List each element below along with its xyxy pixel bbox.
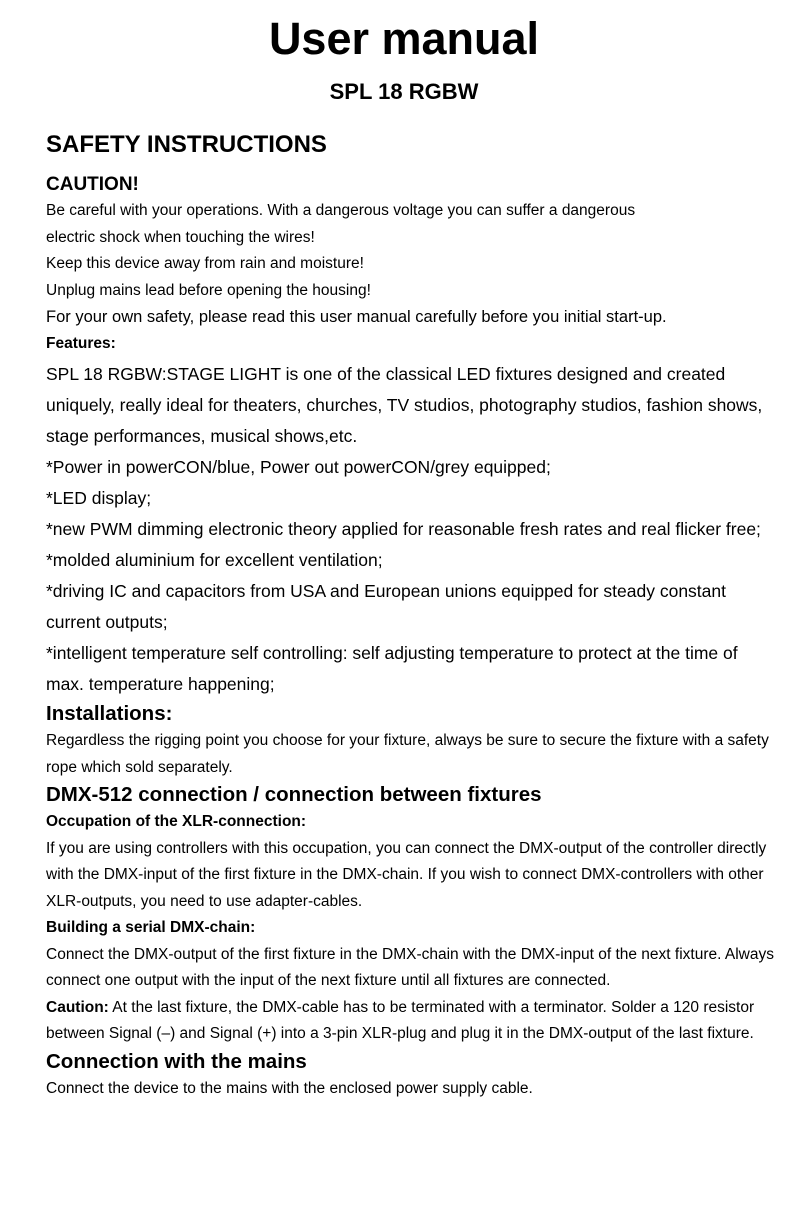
- safety-line: Unplug mains lead before opening the housing!: [46, 281, 371, 299]
- features-heading: Features:: [46, 334, 116, 352]
- manual-content: [46, 128, 776, 1102]
- safety-line: For your own safety, please read this user manual carefully before you initial start-up.: [46, 308, 667, 326]
- installations-heading: Installations:: [46, 702, 173, 725]
- model-subtitle: SPL 18 RGBW: [329, 79, 479, 104]
- dmx-heading: DMX-512 connection / connection between fixtures: [46, 783, 542, 806]
- xlr-heading: Occupation of the XLR-connection:: [46, 813, 307, 830]
- dmx-caution-label: Caution:: [46, 998, 109, 1016]
- feature-item: *driving IC and capacitors from USA and European unions equipped for steady constant current outputs;: [46, 581, 726, 632]
- chain-text: Connect the DMX-output of the first fixture in the DMX-chain with the DMX-input of the next fixture. Always connect one output with the input of the next fixture until all fixtures are connected.: [46, 945, 774, 989]
- feature-item: *molded aluminium for excellent ventilation;: [46, 550, 383, 570]
- xlr-text: If you are using controllers with this occupation, you can connect the DMX-output of the controller directly with the DMX-input of the first fixture in the DMX-chain. If you wish to connect DMX-controllers with other XLR-outputs, you need to use adapter-cables.: [46, 839, 767, 910]
- feature-item: *LED display;: [46, 488, 152, 508]
- dmx-caution-text: At the last fixture, the DMX-cable has to be terminated with a terminator. Solder a 120 resistor between Signal (–) and Signal (+) into a 3-pin XLR-plug and plug it in the DMX-output of the last fixture.: [46, 998, 755, 1042]
- safety-line: Be careful with your operations. With a dangerous voltage you can suffer a dangerous: [46, 202, 636, 219]
- feature-item: *intelligent temperature self controlling: self adjusting temperature to protect at the time of max. temperature happening;: [46, 643, 738, 694]
- chain-heading: Building a serial DMX-chain:: [46, 919, 256, 936]
- feature-item: *Power in powerCON/blue, Power out powerCON/grey equipped;: [46, 457, 551, 477]
- safety-heading: SAFETY INSTRUCTIONS: [46, 131, 327, 158]
- safety-line: Keep this device away from rain and moisture!: [46, 255, 364, 272]
- features-intro: SPL 18 RGBW:STAGE LIGHT is one of the classical LED fixtures designed and created uniquely, really ideal for theaters, churches, TV studios, photography studios, fashion shows, stage performances, musical shows,etc.: [46, 364, 763, 446]
- caution-heading: CAUTION!: [46, 174, 139, 195]
- feature-item: *new PWM dimming electronic theory applied for reasonable fresh rates and real flicker free;: [46, 519, 761, 539]
- mains-text: Connect the device to the mains with the enclosed power supply cable.: [46, 1079, 533, 1097]
- safety-line: electric shock when touching the wires!: [46, 228, 315, 246]
- dmx-caution-paragraph: [46, 995, 776, 1048]
- installations-text: Regardless the rigging point you choose for your fixture, always be sure to secure the fixture with a safety rope which sold separately.: [46, 732, 769, 776]
- mains-heading: Connection with the mains: [46, 1049, 307, 1073]
- page-title: User manual: [268, 13, 540, 64]
